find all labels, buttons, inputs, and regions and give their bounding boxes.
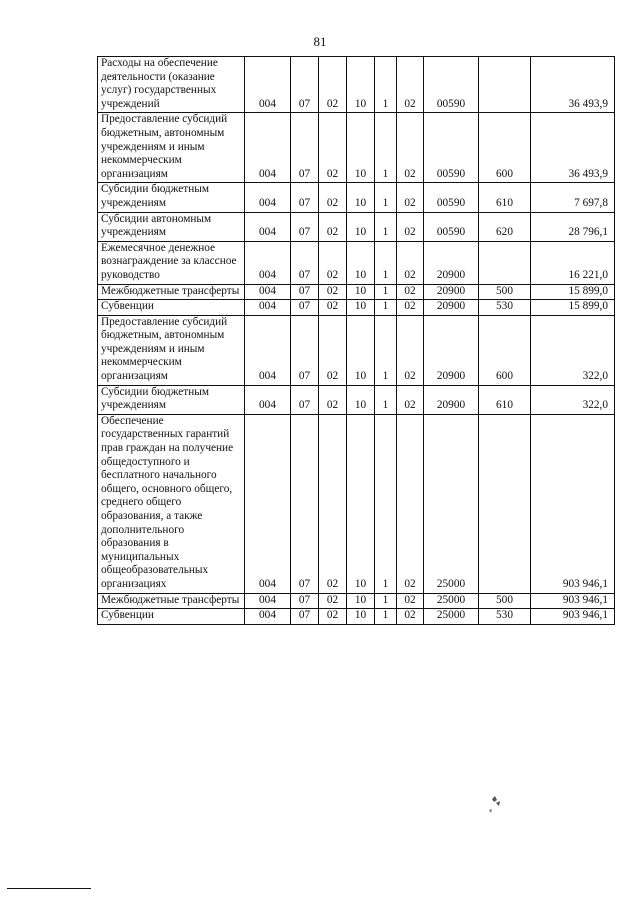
code-program-cell: 10 xyxy=(347,385,375,414)
code-section-cell: 07 xyxy=(291,212,319,241)
code-direction-cell: 20900 xyxy=(424,315,479,385)
code-direction-cell: 00590 xyxy=(424,183,479,212)
page-number: 81 xyxy=(313,34,327,49)
code-direction-cell: 00590 xyxy=(424,57,479,113)
footnote-separator xyxy=(7,888,91,889)
table-row xyxy=(98,315,615,385)
code-section-cell: 07 xyxy=(291,241,319,284)
code-expense-type-cell: 500 xyxy=(479,593,531,609)
amount-cell: 903 946,1 xyxy=(531,593,615,609)
code-subsection-cell: 02 xyxy=(319,57,347,113)
code-subprogram-cell: 1 xyxy=(375,113,397,183)
code-main-event-cell: 02 xyxy=(397,414,424,593)
code-program-cell: 10 xyxy=(347,113,375,183)
code-subsection-cell: 02 xyxy=(319,284,347,300)
code-program-cell: 10 xyxy=(347,315,375,385)
code-ministry-cell: 004 xyxy=(245,593,291,609)
code-subsection-cell: 02 xyxy=(319,414,347,593)
table-row xyxy=(98,609,615,625)
expense-name-cell: Субсидии бюджетным учреждениям xyxy=(98,385,245,414)
amount-cell: 903 946,1 xyxy=(531,414,615,593)
code-subprogram-cell: 1 xyxy=(375,57,397,113)
code-ministry-cell: 004 xyxy=(245,414,291,593)
code-ministry-cell: 004 xyxy=(245,212,291,241)
code-section-cell: 07 xyxy=(291,284,319,300)
code-ministry-cell: 004 xyxy=(245,609,291,625)
expense-name-cell: Межбюджетные трансферты xyxy=(98,593,245,609)
expense-name-cell: Субсидии автономным учреждениям xyxy=(98,212,245,241)
expense-name-cell: Субвенции xyxy=(98,300,245,316)
code-section-cell: 07 xyxy=(291,593,319,609)
table-row xyxy=(98,212,615,241)
code-section-cell: 07 xyxy=(291,414,319,593)
code-direction-cell: 20900 xyxy=(424,241,479,284)
code-section-cell: 07 xyxy=(291,385,319,414)
expense-name-cell: Предоставление субсидий бюджетным, автономным учреждениям и иным некоммерческим организациям xyxy=(98,113,245,183)
code-program-cell: 10 xyxy=(347,241,375,284)
code-program-cell: 10 xyxy=(347,212,375,241)
code-main-event-cell: 02 xyxy=(397,57,424,113)
code-subprogram-cell: 1 xyxy=(375,593,397,609)
expense-name-cell: Расходы на обеспечение деятельности (оказание услуг) государственных учреждений xyxy=(98,57,245,113)
code-direction-cell: 25000 xyxy=(424,609,479,625)
code-subsection-cell: 02 xyxy=(319,593,347,609)
code-subprogram-cell: 1 xyxy=(375,385,397,414)
code-subprogram-cell: 1 xyxy=(375,315,397,385)
code-program-cell: 10 xyxy=(347,57,375,113)
code-subsection-cell: 02 xyxy=(319,183,347,212)
code-expense-type-cell: 600 xyxy=(479,113,531,183)
code-main-event-cell: 02 xyxy=(397,385,424,414)
table-row xyxy=(98,241,615,284)
code-section-cell: 07 xyxy=(291,300,319,316)
code-expense-type-cell: 600 xyxy=(479,315,531,385)
table-row xyxy=(98,284,615,300)
table-row xyxy=(98,385,615,414)
code-ministry-cell: 004 xyxy=(245,315,291,385)
code-subsection-cell: 02 xyxy=(319,113,347,183)
table-body xyxy=(98,57,615,625)
code-expense-type-cell xyxy=(479,57,531,113)
amount-cell: 36 493,9 xyxy=(531,57,615,113)
scan-mark-icon xyxy=(480,793,510,823)
table-row xyxy=(98,593,615,609)
code-section-cell: 07 xyxy=(291,57,319,113)
table-row xyxy=(98,414,615,593)
amount-cell: 28 796,1 xyxy=(531,212,615,241)
code-program-cell: 10 xyxy=(347,593,375,609)
code-expense-type-cell xyxy=(479,241,531,284)
code-ministry-cell: 004 xyxy=(245,241,291,284)
amount-cell: 15 899,0 xyxy=(531,284,615,300)
budget-table xyxy=(97,56,615,625)
code-ministry-cell: 004 xyxy=(245,183,291,212)
amount-cell: 322,0 xyxy=(531,385,615,414)
table-row xyxy=(98,300,615,316)
code-subsection-cell: 02 xyxy=(319,241,347,284)
code-main-event-cell: 02 xyxy=(397,315,424,385)
code-section-cell: 07 xyxy=(291,183,319,212)
expense-name-cell: Межбюджетные трансферты xyxy=(98,284,245,300)
amount-cell: 322,0 xyxy=(531,315,615,385)
code-direction-cell: 00590 xyxy=(424,113,479,183)
code-subsection-cell: 02 xyxy=(319,300,347,316)
code-program-cell: 10 xyxy=(347,414,375,593)
code-section-cell: 07 xyxy=(291,315,319,385)
code-expense-type-cell: 530 xyxy=(479,300,531,316)
amount-cell: 36 493,9 xyxy=(531,113,615,183)
code-section-cell: 07 xyxy=(291,113,319,183)
code-expense-type-cell: 530 xyxy=(479,609,531,625)
code-main-event-cell: 02 xyxy=(397,183,424,212)
code-main-event-cell: 02 xyxy=(397,593,424,609)
code-subprogram-cell: 1 xyxy=(375,300,397,316)
code-direction-cell: 00590 xyxy=(424,212,479,241)
expense-name-cell: Субвенции xyxy=(98,609,245,625)
code-main-event-cell: 02 xyxy=(397,212,424,241)
code-program-cell: 10 xyxy=(347,300,375,316)
code-section-cell: 07 xyxy=(291,609,319,625)
code-subprogram-cell: 1 xyxy=(375,183,397,212)
code-subsection-cell: 02 xyxy=(319,315,347,385)
code-direction-cell: 20900 xyxy=(424,284,479,300)
code-main-event-cell: 02 xyxy=(397,609,424,625)
expense-name-cell: Обеспечение государственных гарантий прав граждан на получение общедоступного и бесплатного начального общего, основного общего, среднего общего образования, а также дополнительного образования в муниципальных общеобразовательных организациях xyxy=(98,414,245,593)
code-subsection-cell: 02 xyxy=(319,385,347,414)
code-program-cell: 10 xyxy=(347,183,375,212)
expense-name-cell: Ежемесячное денежное вознаграждение за классное руководство xyxy=(98,241,245,284)
code-ministry-cell: 004 xyxy=(245,284,291,300)
code-main-event-cell: 02 xyxy=(397,241,424,284)
code-main-event-cell: 02 xyxy=(397,113,424,183)
expense-name-cell: Предоставление субсидий бюджетным, автономным учреждениям и иным некоммерческим организациям xyxy=(98,315,245,385)
code-ministry-cell: 004 xyxy=(245,300,291,316)
code-subsection-cell: 02 xyxy=(319,212,347,241)
code-main-event-cell: 02 xyxy=(397,300,424,316)
code-program-cell: 10 xyxy=(347,609,375,625)
code-expense-type-cell: 620 xyxy=(479,212,531,241)
code-subprogram-cell: 1 xyxy=(375,414,397,593)
code-subprogram-cell: 1 xyxy=(375,609,397,625)
code-ministry-cell: 004 xyxy=(245,385,291,414)
code-subsection-cell: 02 xyxy=(319,609,347,625)
code-expense-type-cell: 610 xyxy=(479,385,531,414)
code-direction-cell: 20900 xyxy=(424,385,479,414)
code-program-cell: 10 xyxy=(347,284,375,300)
code-expense-type-cell: 610 xyxy=(479,183,531,212)
code-subprogram-cell: 1 xyxy=(375,284,397,300)
code-ministry-cell: 004 xyxy=(245,113,291,183)
amount-cell: 903 946,1 xyxy=(531,609,615,625)
amount-cell: 7 697,8 xyxy=(531,183,615,212)
table-row xyxy=(98,183,615,212)
code-direction-cell: 25000 xyxy=(424,414,479,593)
table-row xyxy=(98,57,615,113)
amount-cell: 16 221,0 xyxy=(531,241,615,284)
table-row xyxy=(98,113,615,183)
code-expense-type-cell: 500 xyxy=(479,284,531,300)
code-expense-type-cell xyxy=(479,414,531,593)
code-ministry-cell: 004 xyxy=(245,57,291,113)
code-direction-cell: 25000 xyxy=(424,593,479,609)
code-direction-cell: 20900 xyxy=(424,300,479,316)
code-subprogram-cell: 1 xyxy=(375,241,397,284)
code-subprogram-cell: 1 xyxy=(375,212,397,241)
amount-cell: 15 899,0 xyxy=(531,300,615,316)
code-main-event-cell: 02 xyxy=(397,284,424,300)
expense-name-cell: Субсидии бюджетным учреждениям xyxy=(98,183,245,212)
